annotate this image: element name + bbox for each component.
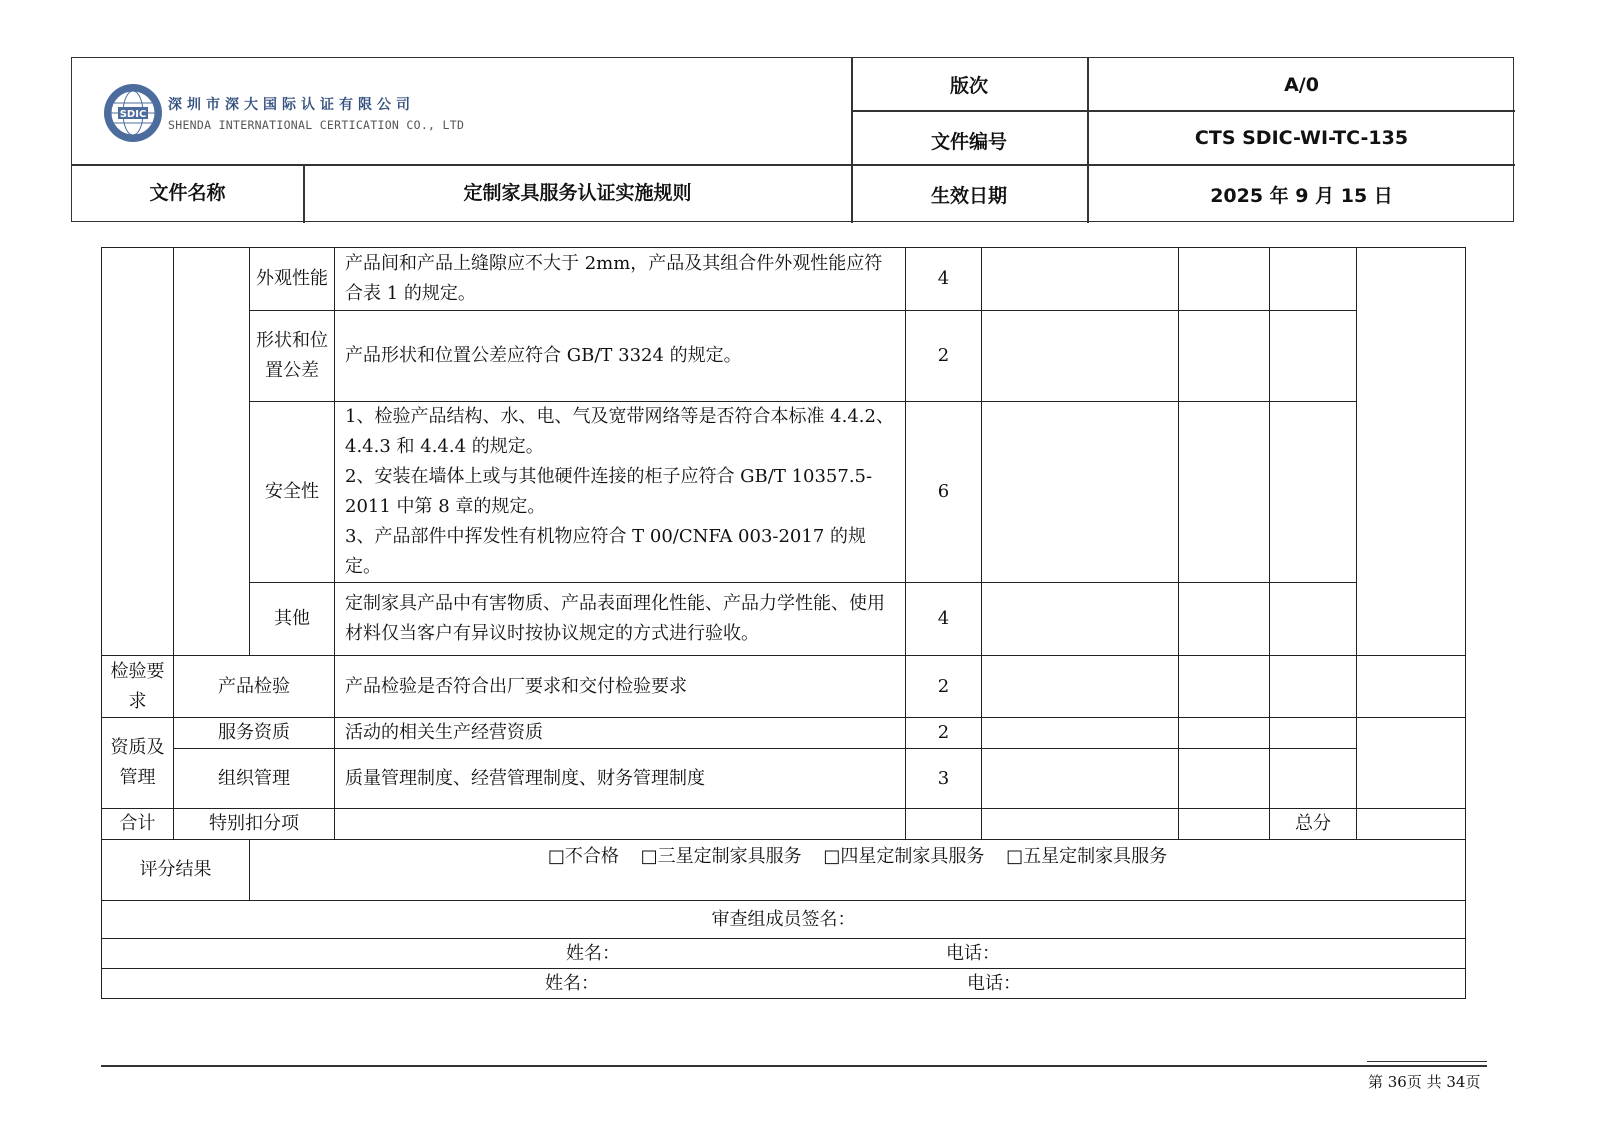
requirement-cell: 定制家具产品中有害物质、产品表面理化性能、产品力学性能、使用材料仅当客户有异议时按协议规定的方式进行验收。 [335, 583, 906, 656]
signature-row [102, 939, 1466, 969]
requirement-line: 1、检验产品结构、水、电、气及宽带网络等是否符合本标准 4.4.2、4.4.3 和 4.4.4 的规定。 [345, 406, 894, 457]
table-row [102, 248, 1466, 311]
score-cell: 4 [906, 248, 982, 311]
doc-number-label: 文件编号 [930, 131, 1007, 153]
item-cell: 形状和位置公差 [250, 311, 335, 402]
requirement-cell [335, 402, 906, 583]
version-label: 版次 [949, 75, 988, 97]
item-cell: 安全性 [250, 402, 335, 583]
footer-divider [101, 1065, 1487, 1067]
requirement-cell: 产品形状和位置公差应符合 GB/T 3324 的规定。 [335, 311, 906, 402]
item-cell: 其他 [250, 583, 335, 656]
table-row [102, 749, 1466, 809]
requirement-line: 3、产品部件中挥发性有机物应符合 T 00/CNFA 003-2017 的规定。 [345, 526, 867, 577]
category-cell: 合计 [102, 809, 174, 840]
item-cell: 组织管理 [174, 749, 335, 809]
table-row [102, 311, 1466, 402]
result-label: 评分结果 [102, 840, 250, 901]
signature-row [102, 969, 1466, 999]
signature-title: 审查组成员签名： [102, 901, 1466, 939]
effective-date-value: 2025 年 9 月 15 日 [1210, 184, 1393, 207]
option-five-star-checkbox[interactable]: □五星定制家具服务 [1006, 846, 1168, 867]
score-cell: 2 [906, 656, 982, 718]
requirement-cell: 质量管理制度、经营管理制度、财务管理制度 [335, 749, 906, 809]
total-score-label: 总分 [1270, 809, 1357, 840]
version-value: A/0 [1284, 73, 1319, 96]
requirement-cell: 活动的相关生产经营资质 [335, 718, 906, 749]
sdic-logo-icon [102, 82, 164, 144]
table-row [102, 656, 1466, 718]
result-row [102, 840, 1466, 901]
category-cell: 检验要求 [102, 656, 174, 718]
doc-name-value: 定制家具服务认证实施规则 [463, 181, 692, 204]
item-cell: 外观性能 [250, 248, 335, 311]
table-row [102, 809, 1466, 840]
phone-label: 电话： [946, 943, 1000, 964]
option-three-star-checkbox[interactable]: □三星定制家具服务 [640, 846, 802, 867]
evaluation-table [101, 247, 1466, 999]
requirement-cell: 产品间和产品上缝隙应不大于 2mm，产品及其组合件外观性能应符合表 1 的规定。 [335, 248, 906, 311]
item-cell: 服务资质 [174, 718, 335, 749]
company-name-en: SHENDA INTERNATIONAL CERTICATION CO., LTD [168, 118, 465, 132]
company-name-cn: 深圳市深大国际认证有限公司 [168, 97, 415, 113]
page-number-rule [1367, 1061, 1487, 1066]
signature-title-row [102, 901, 1466, 939]
page-number: 第 36页 共 34页 [1368, 1073, 1481, 1091]
option-fail-checkbox[interactable]: □不合格 [547, 846, 619, 867]
phone-label: 电话： [967, 973, 1021, 994]
option-four-star-checkbox[interactable]: □四星定制家具服务 [823, 846, 985, 867]
item-cell: 特别扣分项 [174, 809, 335, 840]
svg-text:SDIC: SDIC [119, 109, 147, 120]
name-label: 姓名： [566, 943, 620, 964]
table-row [102, 718, 1466, 749]
table-row [102, 583, 1466, 656]
category-cell: 资质及管理 [102, 718, 174, 809]
score-cell: 4 [906, 583, 982, 656]
table-row [102, 402, 1466, 583]
item-cell: 产品检验 [174, 656, 335, 718]
score-cell: 3 [906, 749, 982, 809]
score-cell: 2 [906, 718, 982, 749]
requirement-cell: 产品检验是否符合出厂要求和交付检验要求 [335, 656, 906, 718]
document-header [71, 57, 1514, 222]
doc-name-label: 文件名称 [149, 181, 226, 204]
company-logo [102, 82, 464, 144]
result-options [250, 840, 1466, 901]
requirement-line: 2、安装在墙体上或与其他硬件连接的柜子应符合 GB/T 10357.5-2011 中第 8 章的规定。 [345, 466, 873, 517]
effective-date-label: 生效日期 [930, 184, 1007, 207]
name-label: 姓名： [545, 973, 599, 994]
doc-number-value: CTS SDIC-WI-TC-135 [1194, 126, 1409, 149]
score-cell: 2 [906, 311, 982, 402]
score-cell: 6 [906, 402, 982, 583]
